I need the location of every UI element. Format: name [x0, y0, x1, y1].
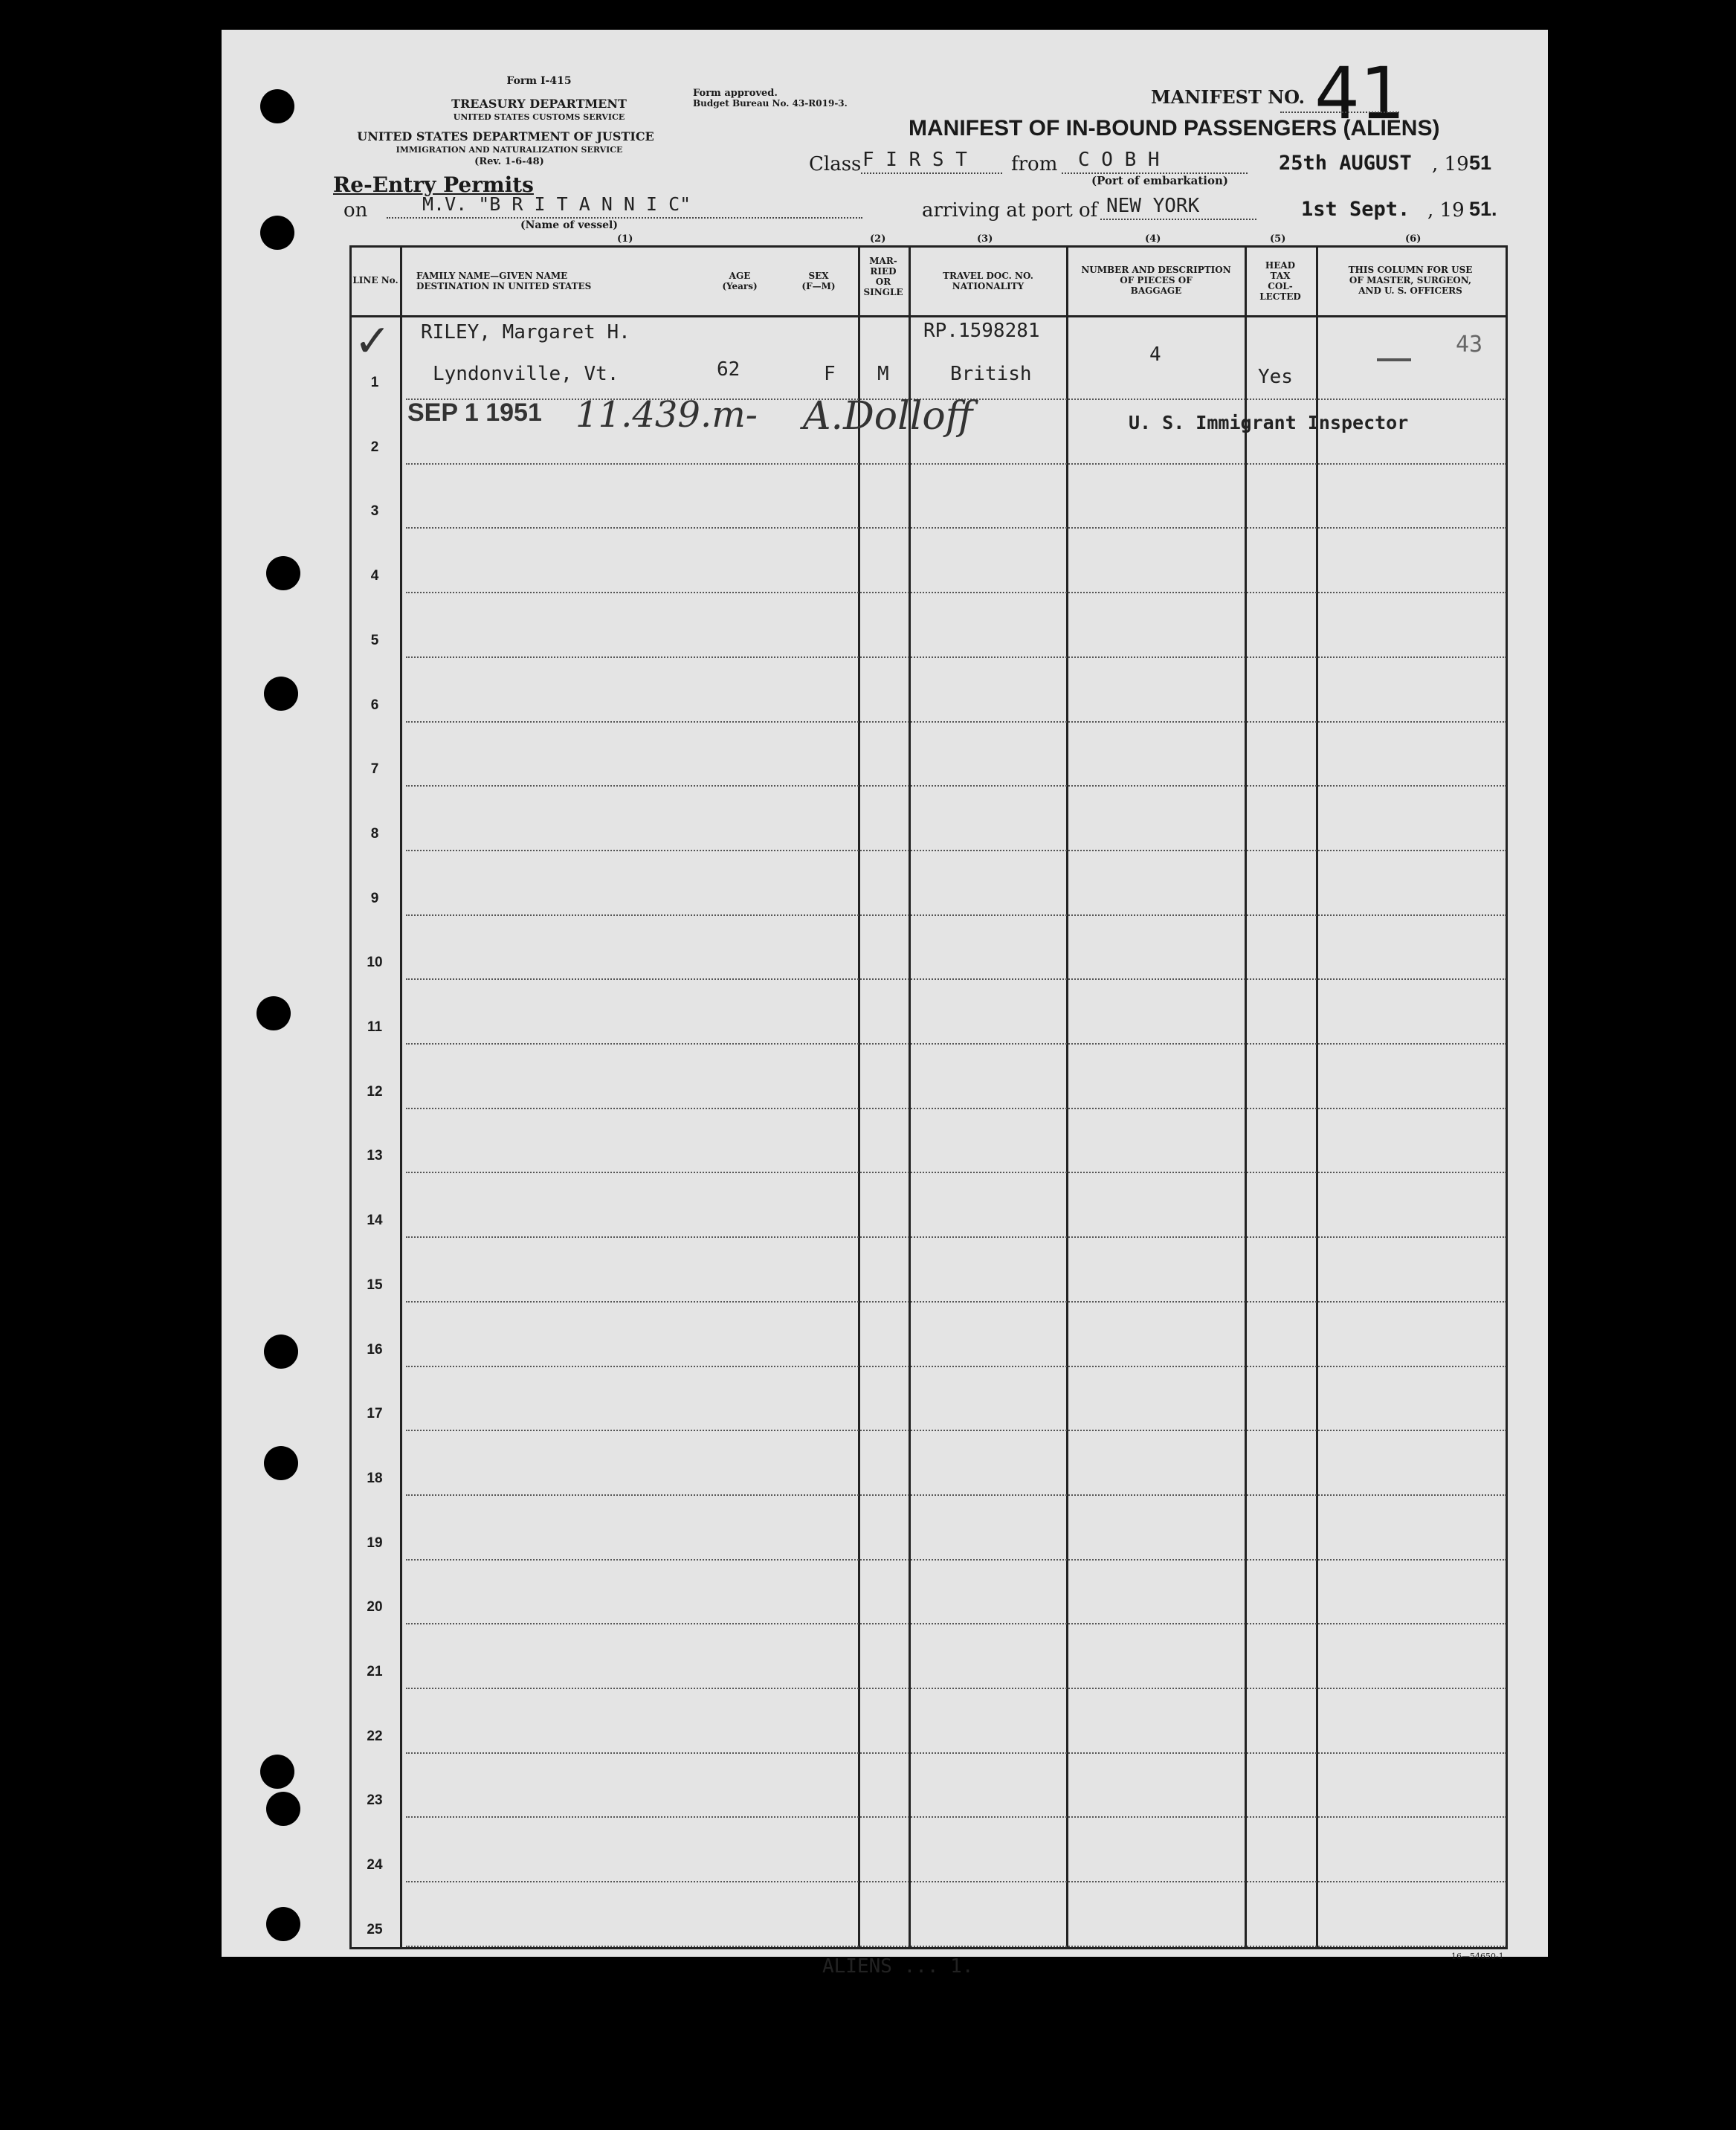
row-guide-line — [406, 527, 1506, 529]
head-tax-collected: Yes — [1258, 366, 1293, 388]
arrival-date: 1st Sept. — [1301, 198, 1410, 221]
line-number: 11 — [367, 1019, 383, 1035]
line-number: 18 — [367, 1470, 383, 1486]
binder-hole — [266, 556, 300, 590]
row-guide-line — [406, 463, 1506, 465]
line-number: 23 — [367, 1792, 383, 1809]
col-num-4: (4) — [1145, 233, 1161, 245]
row-guide-line — [406, 721, 1506, 723]
permit-type: Re-Entry Permits — [333, 172, 534, 197]
line-number: 22 — [367, 1728, 383, 1744]
line-number: 6 — [370, 697, 379, 713]
line-number: 3 — [370, 503, 379, 520]
arriving-label: arriving at port of — [922, 199, 1098, 222]
print-code: 16—54650-1 — [1451, 1952, 1504, 1961]
row-guide-line — [406, 1108, 1506, 1109]
vessel-label: (Name of vessel) — [520, 219, 618, 231]
binder-hole — [256, 996, 291, 1030]
inspector-signature: A.Dolloff — [803, 394, 973, 439]
header-line-no: LINE No. — [352, 275, 398, 285]
line-number: 8 — [370, 825, 379, 842]
line-number: 16 — [367, 1341, 383, 1358]
passenger-name: RILEY, Margaret H. — [421, 321, 630, 343]
line-number: 12 — [367, 1083, 383, 1100]
inspection-stamp-date: SEP 1 1951 — [407, 398, 542, 427]
nationality: British — [950, 363, 1032, 385]
row-guide-line — [406, 1688, 1506, 1689]
justice-dept: UNITED STATES DEPARTMENT OF JUSTICE — [357, 129, 654, 143]
manifest-no-label: MANIFEST NO. — [1151, 86, 1306, 108]
header-travel-doc: TRAVEL DOC. NO. NATIONALITY — [943, 271, 1033, 291]
row-guide-line — [406, 1623, 1506, 1624]
year-prefix-arrive: , 19 — [1427, 199, 1465, 222]
row-guide-line — [406, 1236, 1506, 1238]
handwritten-number: 11.439.m- — [575, 394, 758, 436]
arrival-port-line — [1100, 219, 1256, 220]
binder-hole — [260, 89, 294, 123]
binder-hole — [266, 1907, 300, 1941]
check-mark: ✓ — [354, 315, 392, 367]
binder-hole — [260, 1755, 294, 1789]
row-guide-line — [406, 1752, 1506, 1754]
budget-bureau: Budget Bureau No. 43-R019-3. — [693, 98, 848, 109]
col-num-6: (6) — [1405, 233, 1422, 245]
manifest-number: 41 — [1314, 52, 1406, 135]
line-number: 9 — [370, 890, 379, 906]
class-value: F I R S T — [862, 149, 967, 171]
departure-date: 25th AUGUST — [1279, 152, 1412, 175]
row-guide-line — [406, 1172, 1506, 1173]
line-number: 7 — [370, 761, 379, 778]
ins-service: IMMIGRATION AND NATURALIZATION SERVICE — [396, 145, 623, 155]
col-divider — [1245, 245, 1247, 1947]
customs-service: UNITED STATES CUSTOMS SERVICE — [453, 112, 625, 122]
header-married: MAR- RIED OR SINGLE — [863, 256, 903, 297]
manifest-title: MANIFEST OF IN-BOUND PASSENGERS (ALIENS) — [909, 116, 1440, 141]
port-embark-label: (Port of embarkation) — [1091, 174, 1228, 187]
table-frame — [349, 245, 1508, 1949]
col-num-3: (3) — [977, 233, 993, 245]
col-num-5: (5) — [1270, 233, 1286, 245]
arrival-port: NEW YORK — [1106, 195, 1200, 217]
aliens-total: ALIENS ... 1. — [822, 1955, 974, 1978]
col-divider — [858, 245, 860, 1947]
col-divider — [1066, 245, 1068, 1947]
row-guide-line — [406, 914, 1506, 916]
baggage-count: 4 — [1149, 343, 1161, 366]
line-number: 19 — [367, 1534, 383, 1551]
passenger-sex: F — [824, 363, 836, 385]
on-label: on — [343, 199, 368, 222]
year-depart: 51 — [1469, 152, 1492, 174]
inspector-title: U. S. Immigrant Inspector — [1129, 412, 1409, 433]
line-number: 5 — [370, 632, 379, 648]
year-prefix-depart: , 19 — [1432, 153, 1469, 175]
row-guide-line — [406, 1301, 1506, 1303]
line-number: 15 — [367, 1277, 383, 1293]
binder-hole — [266, 1792, 300, 1826]
row-guide-line — [406, 978, 1506, 980]
passenger-destination: Lyndonville, Vt. — [433, 363, 619, 385]
from-value: C O B H — [1078, 149, 1160, 171]
form-number: Form I-415 — [506, 75, 572, 87]
binder-hole — [264, 1335, 298, 1369]
treasury-dept: TREASURY DEPARTMENT — [451, 97, 627, 111]
year-arrive: 51. — [1469, 198, 1497, 220]
header-officers: THIS COLUMN FOR USE OF MASTER, SURGEON, AND U. S. OFFICERS — [1348, 265, 1473, 296]
class-label: Class — [809, 153, 862, 175]
manifest-no-line — [1280, 112, 1399, 113]
table-header-rule — [349, 315, 1506, 317]
vessel-line — [387, 217, 862, 219]
row-guide-line — [406, 1430, 1506, 1431]
travel-doc-no: RP.1598281 — [923, 320, 1040, 342]
row-guide-line — [406, 1043, 1506, 1045]
officer-number: 43 — [1456, 332, 1483, 358]
header-name: FAMILY NAME—GIVEN NAME DESTINATION IN UNITED STATES — [416, 271, 592, 291]
binder-hole — [264, 677, 298, 711]
class-line — [861, 172, 1002, 174]
row-guide-line — [406, 1816, 1506, 1818]
col-divider — [909, 245, 911, 1947]
row-guide-line — [406, 1494, 1506, 1496]
header-age: AGE (Years) — [722, 271, 758, 291]
row-guide-line — [406, 1881, 1506, 1882]
row-guide-line — [406, 656, 1506, 658]
revision: (Rev. 1-6-48) — [474, 156, 544, 167]
row-guide-line — [406, 1946, 1506, 1947]
row-guide-line — [406, 592, 1506, 593]
col-divider — [1316, 245, 1318, 1947]
form-approved: Form approved. — [693, 88, 778, 99]
col-divider — [400, 245, 402, 1947]
line-number: 14 — [367, 1213, 383, 1229]
row-guide-line — [406, 1366, 1506, 1367]
vessel-name: M.V. "B R I T A N N I C" — [422, 193, 691, 215]
line-number: 24 — [367, 1857, 383, 1874]
header-head-tax: HEAD TAX COL- LECTED — [1259, 260, 1301, 302]
passenger-age: 62 — [717, 358, 740, 381]
header-baggage: NUMBER AND DESCRIPTION OF PIECES OF BAGGAGE — [1081, 265, 1231, 296]
passenger-marital: M — [877, 363, 889, 385]
line-number: 4 — [370, 568, 379, 584]
line-number: 17 — [367, 1406, 383, 1422]
line-number: 21 — [367, 1664, 383, 1679]
line-number: 1 — [370, 375, 379, 390]
row-guide-line — [406, 850, 1506, 851]
line-number: 10 — [367, 955, 383, 971]
line-number: 20 — [367, 1599, 383, 1616]
row-guide-line — [406, 1559, 1506, 1561]
officer-dash — [1377, 358, 1411, 361]
row-guide-line — [406, 785, 1506, 787]
binder-hole — [264, 1446, 298, 1480]
line-number: 25 — [367, 1921, 383, 1937]
line-number: 13 — [367, 1148, 383, 1164]
col-num-1: (1) — [617, 233, 633, 245]
line-number: 2 — [370, 439, 379, 455]
header-sex: SEX (F—M) — [801, 271, 836, 291]
binder-hole — [260, 216, 294, 250]
from-label: from — [1011, 153, 1058, 175]
col-num-2: (2) — [870, 233, 886, 245]
